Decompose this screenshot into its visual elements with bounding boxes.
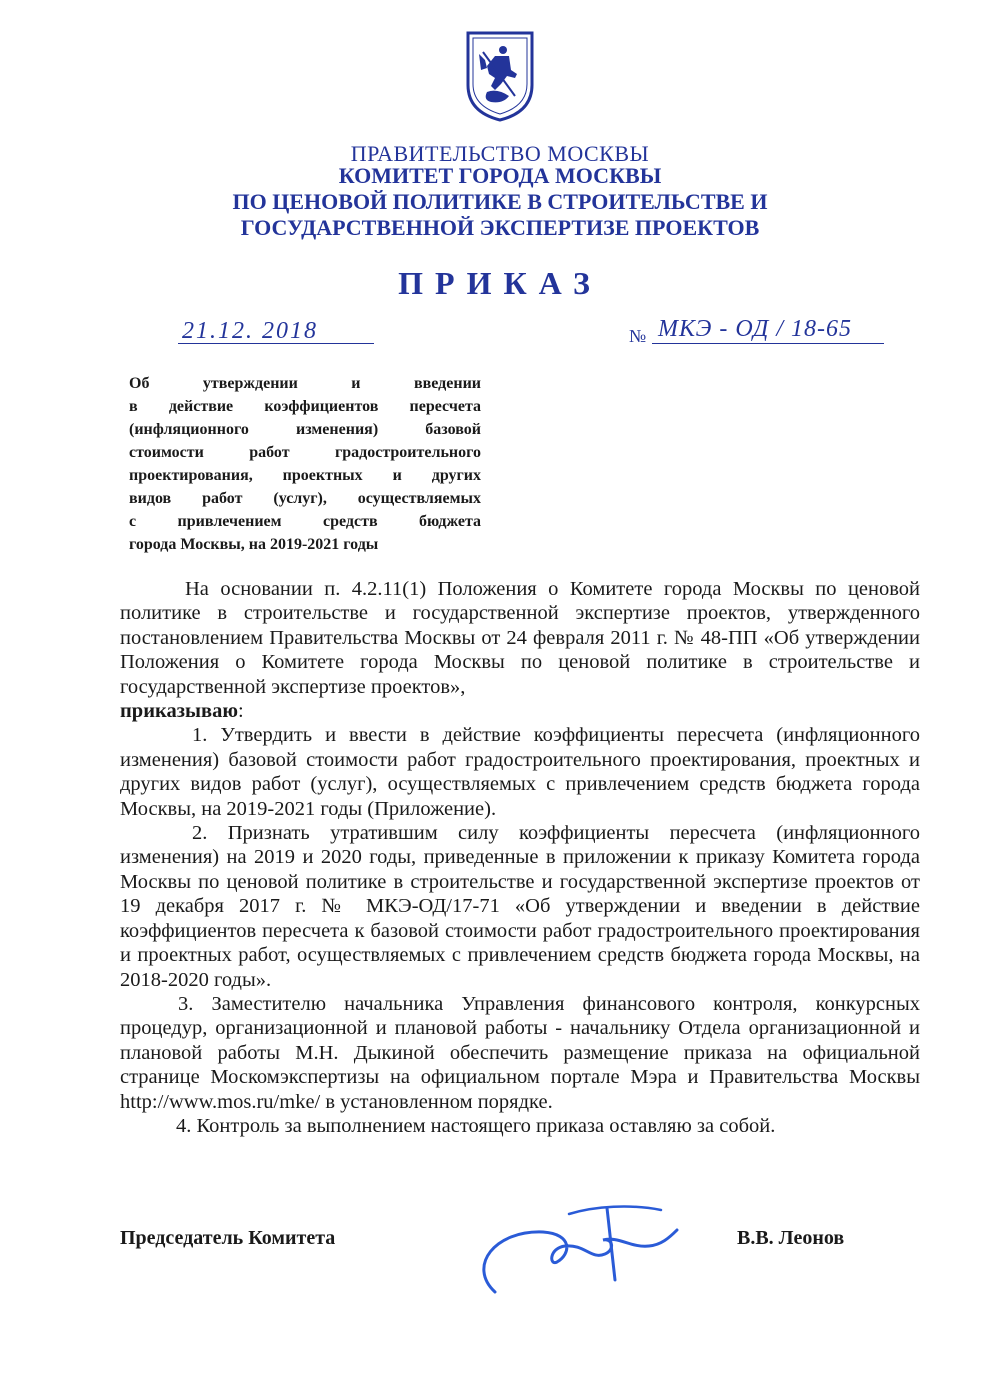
date-underline (178, 343, 374, 344)
intro-paragraph (120, 577, 920, 723)
committee-title-line-2: ПО ЦЕНОВОЙ ПОЛИТИКЕ В СТРОИТЕЛЬСТВЕ И (232, 189, 768, 214)
committee-title-line-3: ГОСУДАРСТВЕННОЙ ЭКСПЕРТИЗЕ ПРОЕКТОВ (240, 215, 760, 240)
subject-line: в действие коэффициентов пересчета (129, 398, 481, 415)
subject-line: с привлечением средств бюджета (129, 513, 481, 530)
intro-text: На основании п. 4.2.11(1) Положения о Комитете города Москвы по ценовой политике в строительстве и государственной экспертизе проектов, утвержденного постановлением Правительства Москвы от 24 февраля 2011 г. № 48-ПП «Об утверждении Положения о Комитете города Москвы по ценовой политике в строительстве и государственной экспертизе проектов», (120, 578, 920, 698)
committee-title-line-1: КОМИТЕТ ГОРОДА МОСКВЫ (338, 163, 662, 188)
number-underline (652, 343, 884, 344)
order-word: приказываю (120, 700, 239, 723)
moscow-coat-of-arms-icon (465, 30, 535, 122)
subject-line: проектирования, проектных и других (129, 467, 481, 484)
subject-line: (инфляционного изменения) базовой (129, 421, 481, 438)
order-body (120, 577, 920, 1138)
order-item-1: 1. Утвердить и ввести в действие коэффициенты пересчета (инфляционного изменения) базовой стоимости работ градостроительного проектирования, проектных и других видов работ (услуг), осуществляемых с привлечением средств бюджета города Москвы, на 2019-2021 годы (Приложение). (120, 724, 920, 820)
government-title: ПРАВИТЕЛЬСТВО МОСКВЫ (350, 141, 650, 166)
handwritten-signature-icon (465, 1196, 685, 1306)
order-colon: : (238, 700, 244, 723)
handwritten-order-number: МКЭ - ОД / 18-65 (658, 316, 852, 342)
signatory-position: Председатель Комитета (120, 1227, 336, 1249)
subject-line: видов работ (услуг), осуществляемых (129, 490, 481, 507)
order-item-4: 4. Контроль за выполнением настоящего приказа оставляю за собой. (176, 1114, 776, 1137)
order-item-3: 3. Заместителю начальника Управления финансового контроля, конкурсных процедур, организационной и плановой работы - начальнику Отдела организационной и плановой работы М.Н. Дыкиной обеспечить размещение приказа на официальной странице Москомэкспертизы на официальном портале Мэра и Правительства Москвы http://www.mos.ru/mke/ в установленном порядке. (120, 992, 920, 1113)
subject-line: города Москвы, на 2019-2021 годы (129, 536, 379, 553)
subject-line: стоимости работ градостроительного (129, 444, 481, 461)
signatory-name: В.В. Леонов (737, 1227, 845, 1249)
order-subject (129, 372, 481, 556)
document-title: ПРИКАЗ (398, 265, 602, 301)
number-prefix: № (629, 326, 647, 346)
subject-line: Об утверждении и введении (129, 375, 481, 392)
order-item-2: 2. Признать утратившим силу коэффициенты пересчета (инфляционного изменения) на 2019 и 2020 годы, приведенные в приложении к приказу Комитета города Москвы по ценовой политике в строительстве и государственной экспертизе проектов от 19 декабря 2017 г. № МКЭ-ОД/17-71 «Об утверждении и введении в действие коэффициентов пересчета к базовой стоимости работ градостроительного проектирования и проектных работ, осуществляемых с привлечением средств бюджета города Москвы, на 2018-2020 годы». (120, 822, 920, 991)
handwritten-date: 21.12. 2018 (182, 318, 318, 344)
